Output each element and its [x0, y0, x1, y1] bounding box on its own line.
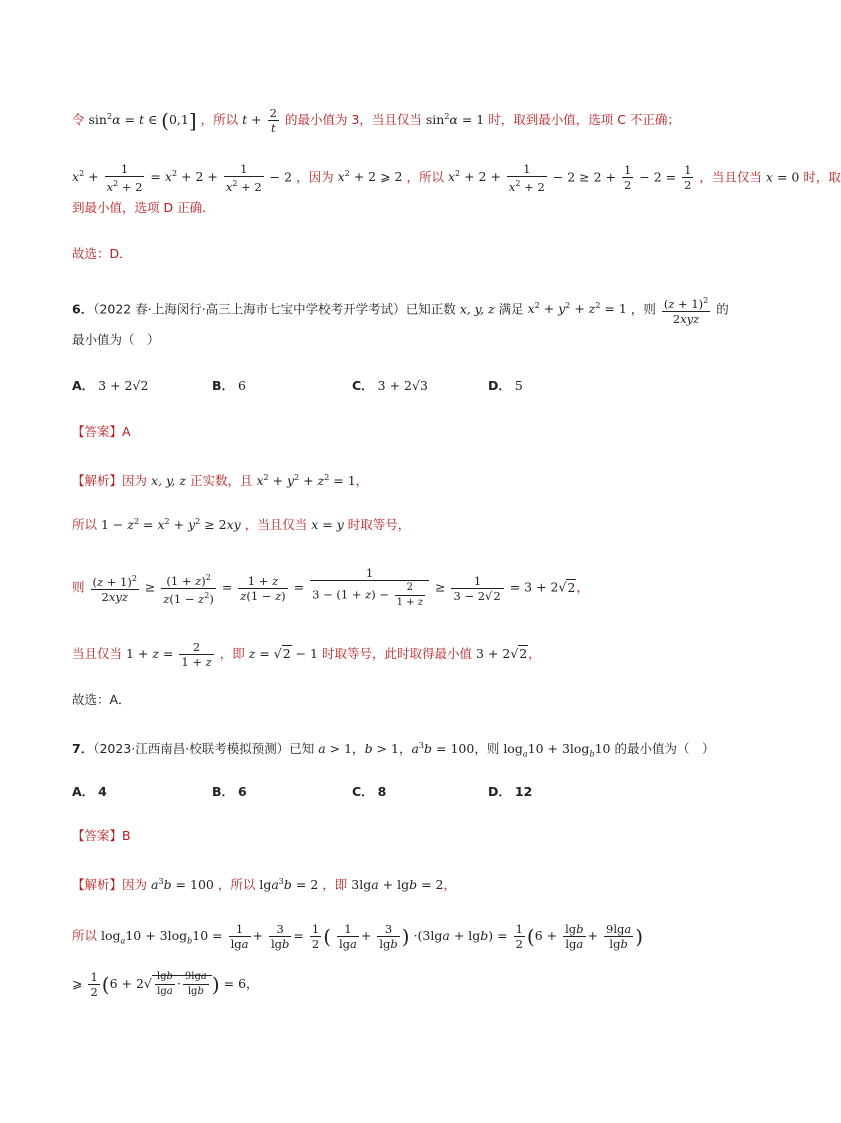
text: 因为	[122, 877, 148, 893]
text: 时，取到最小值，选项 C 不正确；	[488, 112, 680, 127]
text: 当且仅当	[72, 646, 123, 661]
text: 时取等号，此时取得最小值	[322, 646, 473, 661]
q6-analysis-line1: 【解析】因为 x, y, z 正实数，且 $x^2 + y^2 + z^2 = 1$，	[72, 473, 369, 489]
q6-analysis-line2: 所以 $1 - z^2 = x^2 + y^2 \ge 2xy$ ，当且仅当 x = y 时取等号，	[72, 517, 411, 533]
text: ，所以	[217, 877, 256, 893]
text: 令	[72, 112, 85, 127]
question-source: （2023·江西南昌·校联考模拟预测）	[93, 741, 290, 757]
text: 时取等号，	[347, 517, 411, 533]
q6-answer: 【答案】A	[72, 424, 131, 439]
q7-option-b[interactable]: B． 6	[212, 784, 247, 799]
text: 时，取	[803, 169, 841, 185]
solution5-line2: $x^2$ + $\frac{1}{x^2 + 2}$ = $x^2 + 2$ + $\frac{1}{x^2 + 2}$ − 2 ，因为 $x^2 + 2$ ⩾ 2 ，所以 $x^2 + 2$ + $\frac{1}{x^2 + 2}$ − 2 ≥ 2 + $\frac{1}{2}$ − 2 = $\frac{1}{2}$ ，当且仅当 x = 0 时，取	[72, 162, 841, 194]
solution5-line1: 令 $\sin^2\alpha = t$ ∈ (0,1] ，所以 t + $\frac{2}{t}$ 的最小值为 3，当且仅当 $\sin^2\alpha = 1$ 时，取到最小值，选项 C 不正确；	[72, 106, 680, 135]
text: ，所以	[406, 169, 444, 185]
solution5-choose: 故选：D．	[72, 246, 132, 261]
q6-option-c[interactable]: C． 3 + 2√3	[352, 378, 428, 393]
q7-analysis-line3: ⩾ $\frac{1}{2}$ (6 + 2√ $\frac{\lg b}{\lg a}$ · $\frac{9\lg a}{\lg b}$ ) = 6，	[72, 970, 259, 999]
text: 所以	[72, 928, 98, 943]
text: 满足	[498, 301, 524, 317]
question-number: 7．	[72, 741, 94, 757]
text: 所以	[72, 517, 98, 533]
text: 已知	[289, 741, 315, 757]
q6-choose: 故选：A．	[72, 692, 131, 707]
text: ，则	[630, 301, 656, 317]
q7-option-a[interactable]: A． 4	[72, 784, 107, 799]
q6-option-b[interactable]: B． 6	[212, 378, 246, 393]
text: 已知正数	[405, 301, 456, 317]
q6-option-d[interactable]: D． 5	[488, 378, 523, 393]
text: ，所以	[200, 112, 239, 127]
q7-option-d[interactable]: D． 12	[488, 784, 533, 799]
q7-answer: 【答案】B	[72, 828, 131, 843]
q7-stem: 7．（2023·江西南昌·校联考模拟预测）已知 a > 1，b > 1，$a^3b = 100$，则 $\log_a10 + 3\log_b10$ 的最小值为（ ）	[72, 741, 715, 759]
q6-option-a[interactable]: A． 3 + 2√2	[72, 378, 149, 393]
q6-analysis-line4: 当且仅当 1 + z = $\frac{2}{1 + z}$ ，即 z = √2 − 1 时取等号，此时取得最小值 3 + 2√2，	[72, 640, 541, 669]
text: 的最小值为（ ）	[614, 741, 715, 757]
text: ，即	[219, 646, 245, 661]
text: ，当且仅当	[699, 169, 762, 185]
q7-option-c[interactable]: C． 8	[352, 784, 387, 799]
text: 则	[72, 579, 85, 595]
q7-analysis-line2: 所以 $\log_a10 + 3\log_b10$ = $\frac{1}{\lg a}$ + $\frac{3}{\lg b}$ = $\frac{1}{2}$ ( $\frac{1}{\lg a}$ + $\frac{3}{\lg b}$ ) ·(3lga + lgb) = $\frac{1}{2}$ (6 + $\frac{\lg b}{\lg a}$ + $\frac{9\lg a}{\lg b}$ )	[72, 922, 644, 951]
question-number: 6．	[72, 301, 94, 317]
analysis-tag: 【解析】	[72, 473, 123, 489]
text: 因为	[122, 473, 148, 489]
text: 的	[716, 301, 729, 317]
text: 的最小值为 3，当且仅当	[284, 112, 422, 127]
solution5-line3: 到最小值，选项 D 正确．	[72, 200, 215, 215]
q6-stem-line2: 最小值为（ ）	[72, 332, 160, 347]
text: 正实数，且	[189, 473, 253, 489]
q6-stem-line1: 6．（2022 春·上海闵行·高三上海市七宝中学校考开学考试）已知正数 x, y, z 满足 $x^2 + y^2 + z^2 = 1$ ，则 $\frac{(z + 1)^2}{\text{2xyz}}$ 的	[72, 296, 729, 326]
analysis-tag: 【解析】	[72, 877, 123, 893]
text: ，即	[322, 877, 348, 893]
text: ，因为	[296, 169, 334, 185]
q7-analysis-line1: 【解析】因为 $a^3b = 100$ ，所以 lga$^3$b = 2 ，即 3lga + lgb = 2，	[72, 877, 456, 893]
question-source: （2022 春·上海闵行·高三上海市七宝中学校考开学考试）	[93, 301, 406, 317]
q6-analysis-line3: 则 $\frac{(z + 1)^2}{\text{2xyz}}$ ≥ $\frac{(1 + z)^2}{z(1 - z^2)}$ = $\frac{1 + z}{z(1 - z)}$ = 1 3 − (1 + z) − $\frac{2}{1 + z}$ ≥ $\frac{1}{3 - 2√2}$ = 3 + 2√2，	[72, 566, 589, 608]
text: ，当且仅当	[244, 517, 308, 533]
text: ，则	[474, 741, 500, 757]
